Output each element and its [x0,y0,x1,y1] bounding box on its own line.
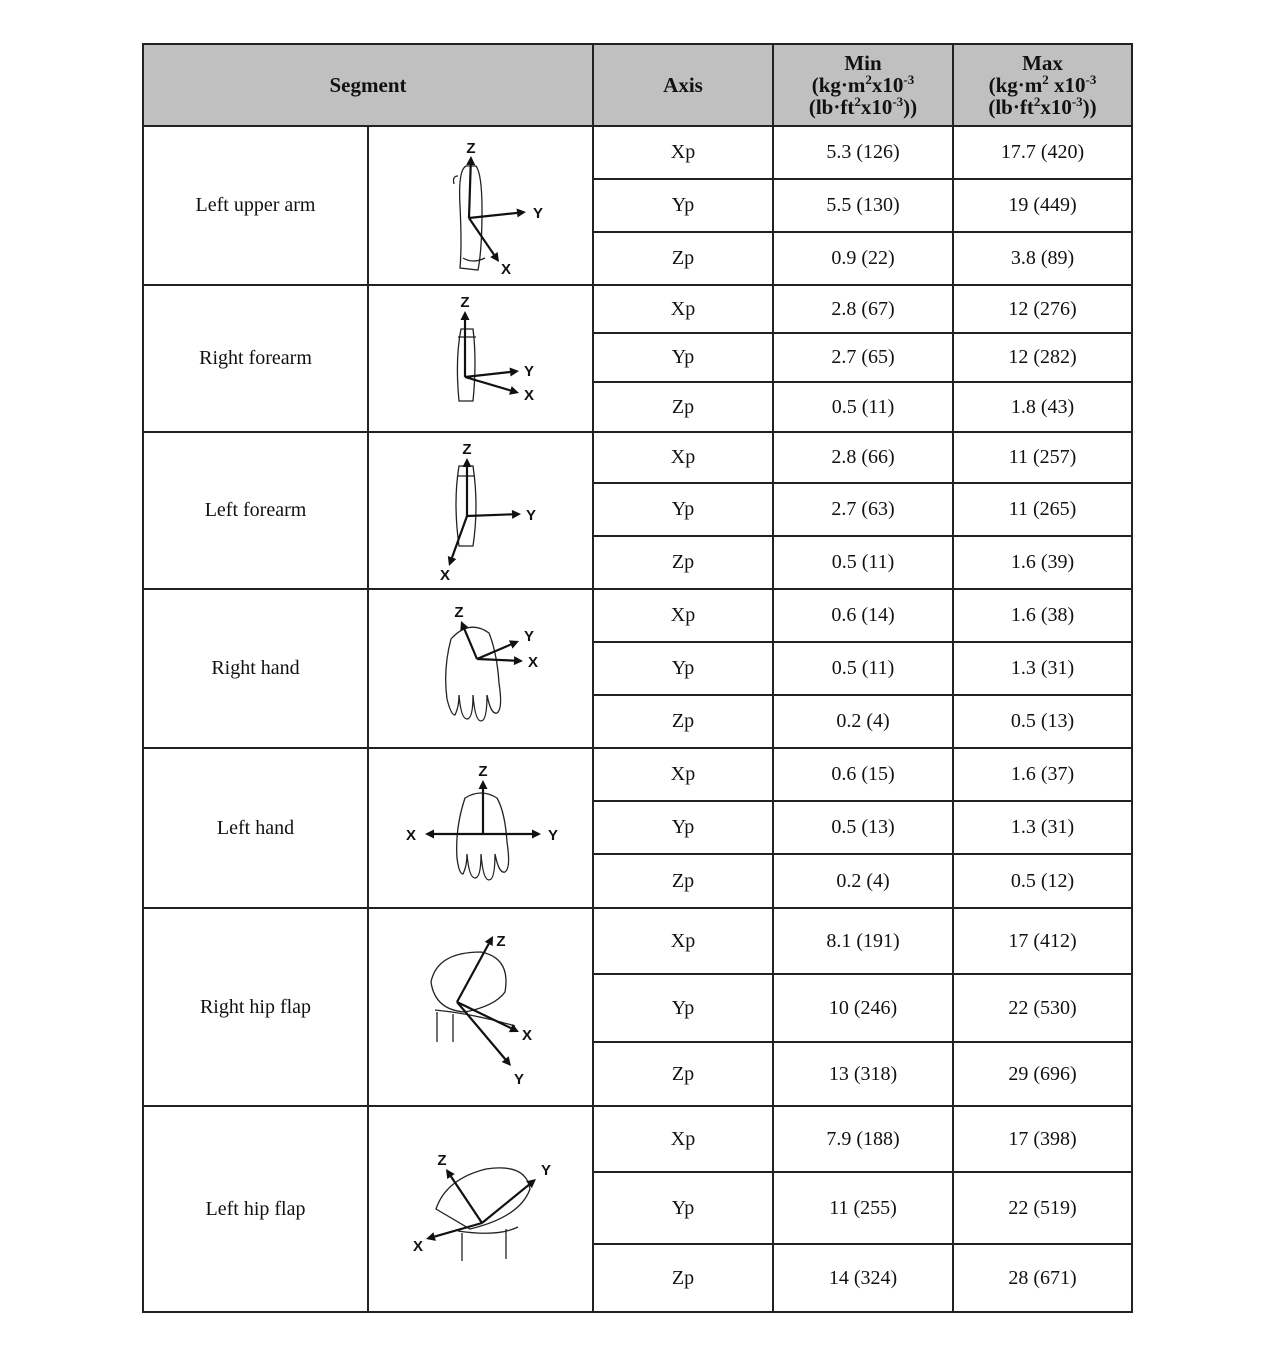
svg-text:Z: Z [461,440,472,458]
svg-text:Y: Y [547,827,558,844]
max-cell: 28 (671) [953,1244,1132,1312]
min-cell: 7.9 (188) [773,1106,953,1172]
axis-header: Axis [593,44,773,126]
svg-text:Y: Y [523,362,534,380]
svg-text:Z: Z [465,139,476,157]
segment-header: Segment [143,44,593,126]
axis-cell: Zp [593,1244,773,1312]
hip-flap-figure [368,1106,593,1312]
svg-text:Z: Z [459,293,470,311]
axis-cell: Zp [593,695,773,748]
max-cell: 12 (282) [953,333,1132,382]
max-unit-si: ($kg\cdot m^2$ $x10^{-3}$ [988,72,1097,97]
axis-cell: Yp [593,179,773,232]
max-cell: 1.8 (43) [953,382,1132,432]
min-cell: 2.8 (67) [773,285,953,333]
table-row [143,126,1132,179]
axis-cell: Yp [593,333,773,382]
max-cell: 3.8 (89) [953,232,1132,285]
min-cell: 2.7 (63) [773,483,953,536]
min-cell: 0.2 (4) [773,854,953,908]
axis-cell: Yp [593,483,773,536]
svg-text:Y: Y [540,1162,551,1179]
max-cell: 1.6 (38) [953,589,1132,642]
upper-arm-figure-drawing [411,136,551,276]
min-header [773,44,953,126]
min-unit-imperial: $(lb\cdot ft^2x10^{-3})$) [808,94,918,119]
forearm-figure [368,285,593,432]
max-cell: 12 (276) [953,285,1132,333]
min-cell: 0.5 (13) [773,801,953,854]
segment-name: Left hip flap [143,1106,368,1312]
segment-name: Right forearm [143,285,368,432]
svg-text:Y: Y [532,204,543,222]
table-row [143,908,1132,974]
table-row [143,589,1132,642]
hip-flap-figure-drawing [396,1139,566,1279]
min-cell: 0.2 (4) [773,695,953,748]
hand-figure-drawing [391,758,571,898]
upper-arm-figure [368,126,593,285]
segment-name: Left hand [143,748,368,908]
max-unit-imperial: $(lb\cdot ft^2x10^{-3})$) [988,94,1097,119]
axis-cell: Xp [593,285,773,333]
max-cell: 11 (257) [953,432,1132,483]
hand-figure [368,589,593,748]
svg-text:X: X [405,827,416,844]
min-cell: 0.5 (11) [773,642,953,695]
axis-cell: Xp [593,908,773,974]
axis-cell: Yp [593,642,773,695]
svg-text:Y: Y [523,627,534,645]
min-cell: 5.5 (130) [773,179,953,232]
min-cell: 13 (318) [773,1042,953,1106]
axis-cell: Zp [593,232,773,285]
axis-cell: Zp [593,854,773,908]
min-cell: 0.9 (22) [773,232,953,285]
segment-name: Right hip flap [143,908,368,1106]
hip-flap-figure-drawing [401,922,561,1092]
max-title: Max [1022,51,1063,75]
min-cell: 5.3 (126) [773,126,953,179]
svg-text:X: X [412,1238,423,1255]
svg-text:Z: Z [477,763,488,780]
max-cell: 29 (696) [953,1042,1132,1106]
min-cell: 0.5 (11) [773,536,953,589]
svg-text:Y: Y [513,1071,524,1088]
axis-cell: Zp [593,1042,773,1106]
hip-flap-figure [368,908,593,1106]
axis-cell: Xp [593,589,773,642]
min-cell: 11 (255) [773,1172,953,1244]
axis-cell: Zp [593,382,773,432]
min-cell: 14 (324) [773,1244,953,1312]
max-cell: 11 (265) [953,483,1132,536]
max-header [953,44,1132,126]
segment-name: Right hand [143,589,368,748]
svg-text:Z: Z [495,933,506,950]
segment-name: Left forearm [143,432,368,589]
axis-cell: Xp [593,432,773,483]
max-cell: 1.3 (31) [953,801,1132,854]
max-cell: 22 (519) [953,1172,1132,1244]
axis-cell: Zp [593,536,773,589]
table-row [143,285,1132,333]
axis-cell: Yp [593,1172,773,1244]
max-cell: 1.3 (31) [953,642,1132,695]
min-cell: 2.7 (65) [773,333,953,382]
min-cell: 10 (246) [773,974,953,1042]
table-row [143,748,1132,801]
forearm-figure-drawing [411,289,551,429]
min-unit-si: ($kg\cdot m^2x10^{-3}$ [811,72,915,97]
table-body [143,126,1132,1312]
hand-figure-drawing [411,599,551,739]
hand-figure [368,748,593,908]
max-cell: 19 (449) [953,179,1132,232]
axis-cell: Xp [593,126,773,179]
table-row [143,1106,1132,1172]
segment-name: Left upper arm [143,126,368,285]
max-cell: 17 (398) [953,1106,1132,1172]
min-cell: 8.1 (191) [773,908,953,974]
svg-text:Z: Z [436,1152,447,1169]
max-cell: 1.6 (37) [953,748,1132,801]
max-cell: 1.6 (39) [953,536,1132,589]
max-cell: 17.7 (420) [953,126,1132,179]
axis-cell: Xp [593,1106,773,1172]
max-cell: 0.5 (13) [953,695,1132,748]
svg-text:X: X [521,1027,532,1044]
svg-text:X: X [523,386,534,404]
min-cell: 0.6 (15) [773,748,953,801]
min-cell: 2.8 (66) [773,432,953,483]
svg-text:X: X [527,653,538,671]
min-cell: 0.6 (14) [773,589,953,642]
forearm-figure-drawing [411,436,551,586]
svg-text:Y: Y [525,506,536,524]
max-cell: 0.5 (12) [953,854,1132,908]
min-cell: 0.5 (11) [773,382,953,432]
min-title: Min [844,51,882,75]
table-row [143,432,1132,483]
forearm-figure [368,432,593,589]
header-row [143,44,1132,126]
axis-cell: Yp [593,974,773,1042]
svg-text:X: X [500,260,511,276]
axis-cell: Yp [593,801,773,854]
inertia-table [142,43,1133,1313]
max-cell: 22 (530) [953,974,1132,1042]
axis-cell: Xp [593,748,773,801]
max-cell: 17 (412) [953,908,1132,974]
svg-text:Z: Z [453,603,464,621]
svg-text:X: X [439,566,450,584]
